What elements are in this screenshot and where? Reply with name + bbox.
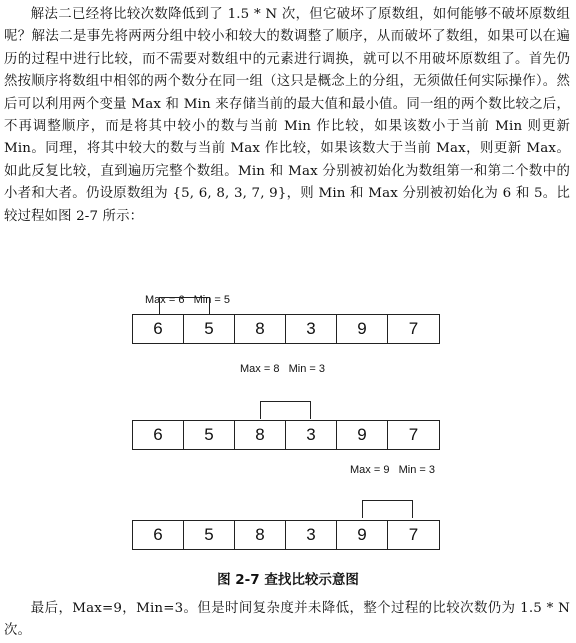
step-2-array bbox=[132, 420, 440, 450]
array-cell: 6 bbox=[133, 315, 184, 343]
array-cell: 5 bbox=[184, 521, 235, 549]
figure-caption: 图 2-7 查找比较示意图 bbox=[217, 572, 359, 588]
array-cell: 6 bbox=[133, 421, 184, 449]
array-cell: 3 bbox=[286, 421, 337, 449]
step-2-label: Max = 8 Min = 3 bbox=[240, 363, 325, 375]
step-1-array bbox=[132, 314, 440, 344]
closing-paragraph: 最后，Max=9，Min=3。但是时间复杂度并未降低，整个过程的比较次数仍为 1.5 * N 次。 bbox=[4, 601, 570, 639]
step-3-group-bracket bbox=[362, 500, 413, 518]
intro-paragraph: 解法二已经将比较次数降低到了 1.5 * N 次，但它破坏了原数组，如何能够不破坏原数组呢？解法二是事先将两两分组中较小和较大的数调整了顺序，从而破坏了数组，如果可以在遍历的过程中进行比较，而不需要对数组中的元素进行调换，就可以不用破坏原数组了。首先仍然按顺序将数组中相邻的两个数分在同一组（这只是概念上的分组，无须做任何实际操作）。然后可以利用两个变量 Max 和 Min 来存储当前的最大值和最小值。同一组的两个数比较之后，不再调整顺序，而是将其中较小的数与当前 Min 作比较，如果该数小于当前 Min 则更新 Min。同理，将其中较大的数与当前 Max 作比较，如果该数大于当前 Max，则更新 Max。如此反复比较，直到遍历完整个数组。Min 和 Max 分别被初始化为数组第一和第二个数中的小者和大者。仍设原数组为 {5, 6, 8, 3, 7, 9}，则 Min 和 Max 分别被初始化为 6 和 5。比较过程如图 2-7 所示： bbox=[4, 7, 570, 224]
array-cell: 3 bbox=[286, 521, 337, 549]
array-cell: 9 bbox=[337, 421, 388, 449]
array-cell: 8 bbox=[235, 315, 286, 343]
array-cell: 7 bbox=[408, 425, 419, 444]
step-1-label: Max = 6 Min = 5 bbox=[145, 294, 230, 306]
array-cell: 6 bbox=[133, 521, 184, 549]
array-cell: 7 bbox=[408, 525, 419, 544]
array-cell: 5 bbox=[184, 315, 235, 343]
array-cell: 9 bbox=[337, 315, 388, 343]
step-1-group-bracket bbox=[159, 297, 210, 315]
step-2-group-bracket bbox=[260, 401, 311, 419]
array-cell: 3 bbox=[286, 315, 337, 343]
array-cell: 8 bbox=[235, 521, 286, 549]
array-cell: 8 bbox=[235, 421, 286, 449]
array-cell: 9 bbox=[337, 521, 388, 549]
array-cell: 7 bbox=[408, 319, 419, 338]
array-cell: 5 bbox=[184, 421, 235, 449]
step-3-label: Max = 9 Min = 3 bbox=[350, 464, 435, 476]
step-3-array bbox=[132, 520, 440, 550]
